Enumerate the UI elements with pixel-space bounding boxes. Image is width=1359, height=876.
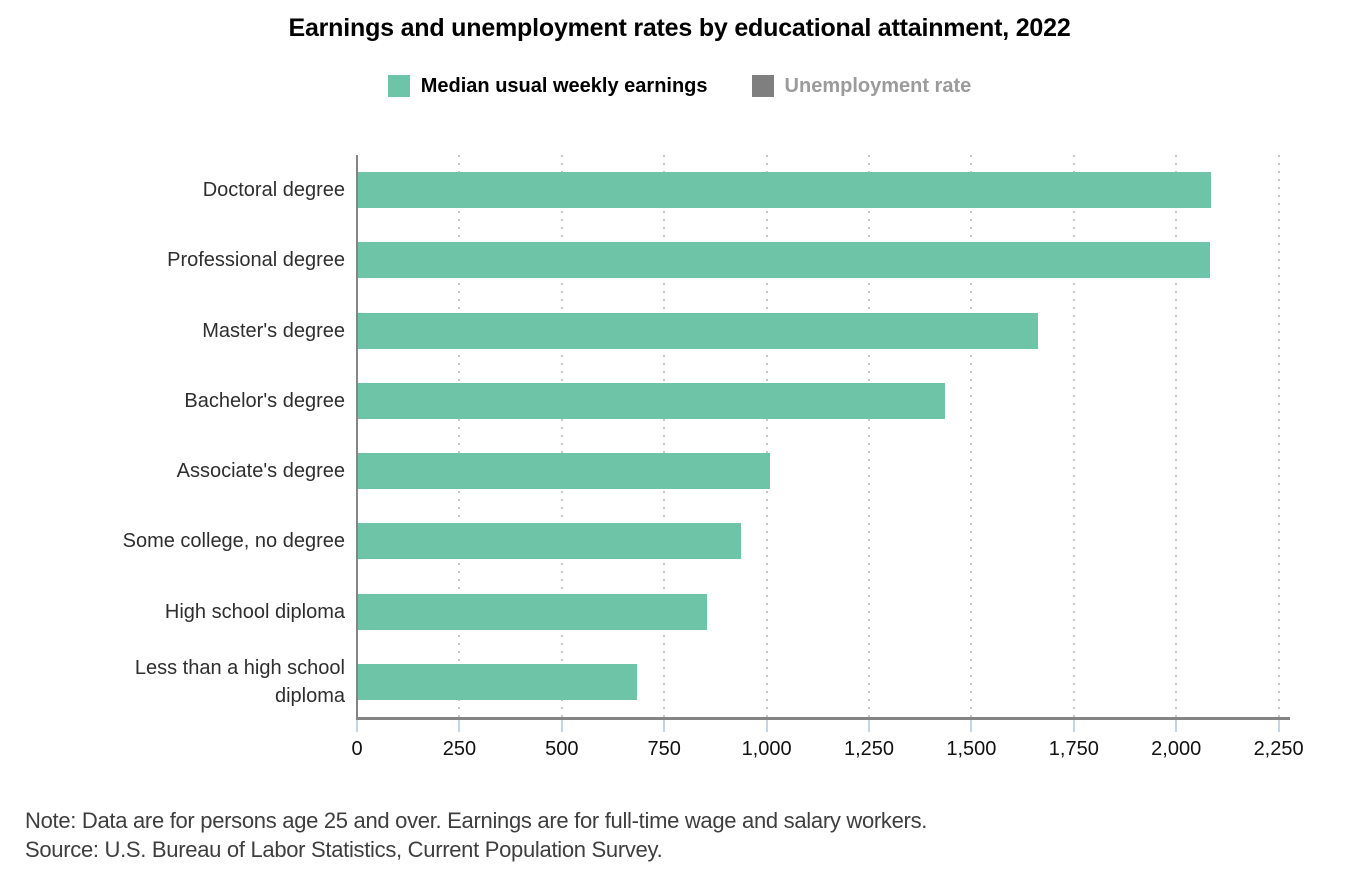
- x-axis-tick-label: 1,500: [946, 738, 997, 760]
- gridline-1,750: [1073, 155, 1075, 717]
- category-label: Bachelor's degree: [184, 389, 345, 412]
- unemployment-series-swatch-icon: [752, 75, 774, 97]
- gridline-1,250: [868, 155, 870, 717]
- x-axis-tick-label: 1,250: [843, 738, 895, 760]
- gridline-2,000: [1175, 155, 1177, 717]
- x-axis-tick-0: [356, 720, 358, 732]
- footnotes: [25, 806, 927, 864]
- x-axis-tick-label: 1,750: [1048, 738, 1099, 760]
- note-text: Note: Data are for persons age 25 and over. Earnings are for full-time wage and salary workers.: [25, 808, 928, 833]
- x-axis-tick-label: 2,000: [1151, 738, 1202, 760]
- x-axis-tick-1,750: [1073, 720, 1075, 732]
- x-axis-tick-2,000: [1175, 720, 1177, 732]
- earnings-series-swatch-icon: [388, 75, 410, 97]
- x-axis-tick-1,500: [970, 720, 972, 732]
- legend: [0, 72, 1359, 100]
- category-label: Associate's degree: [176, 460, 345, 483]
- source-text: Source: U.S. Bureau of Labor Statistics, Current Population Survey.: [25, 837, 663, 862]
- category-label: Some college, no degree: [122, 530, 345, 553]
- bar-professional-degree[interactable]: [358, 242, 1210, 278]
- gridline-250: [458, 155, 460, 717]
- legend-label-unemployment: Unemployment rate: [784, 74, 972, 97]
- category-label: Professional degree: [167, 249, 345, 272]
- legend-label-earnings: Median usual weekly earnings: [420, 74, 708, 97]
- x-axis-tick-label: 0: [351, 738, 363, 760]
- bar-high-school-diploma[interactable]: [358, 594, 707, 630]
- x-axis-tick-750: [663, 720, 665, 732]
- gridline-1,000: [766, 155, 768, 717]
- category-label: High school diploma: [164, 600, 345, 623]
- chart-title: Earnings and unemployment rates by educational attainment, 2022: [288, 14, 1071, 42]
- x-axis-tick-label: 1,000: [741, 738, 792, 760]
- legend-item-earnings[interactable]: [388, 75, 708, 98]
- x-axis-tick-1,250: [868, 720, 870, 732]
- bar-less-than-a-high-school-diploma[interactable]: [358, 664, 637, 700]
- x-axis-tick-label: 250: [442, 738, 477, 760]
- x-axis-tick-500: [561, 720, 563, 732]
- x-axis-tick-1,000: [766, 720, 768, 732]
- y-axis-line: [356, 155, 358, 719]
- gridline-750: [663, 155, 665, 717]
- x-axis-line: [356, 717, 1290, 720]
- x-axis-tick-label: 750: [647, 738, 681, 760]
- category-label: Less than a high school diploma: [134, 656, 345, 707]
- x-axis-tick-label: 500: [545, 738, 579, 760]
- legend-item-unemployment[interactable]: [752, 75, 972, 98]
- bar-associate-s-degree[interactable]: [358, 453, 770, 489]
- x-axis-tick-250: [458, 720, 460, 732]
- bar-some-college-no-degree[interactable]: [358, 523, 741, 559]
- x-axis-tick-label: 2,250: [1253, 738, 1304, 760]
- gridline-500: [561, 155, 563, 717]
- gridline-1,500: [970, 155, 972, 717]
- category-label: Doctoral degree: [202, 179, 345, 202]
- bar-doctoral-degree[interactable]: [358, 172, 1211, 208]
- gridline-2,250: [1278, 155, 1280, 717]
- category-label: Master's degree: [202, 319, 345, 342]
- bar-bachelor-s-degree[interactable]: [358, 383, 945, 419]
- bar-master-s-degree[interactable]: [358, 313, 1038, 349]
- x-axis-tick-2,250: [1278, 720, 1280, 732]
